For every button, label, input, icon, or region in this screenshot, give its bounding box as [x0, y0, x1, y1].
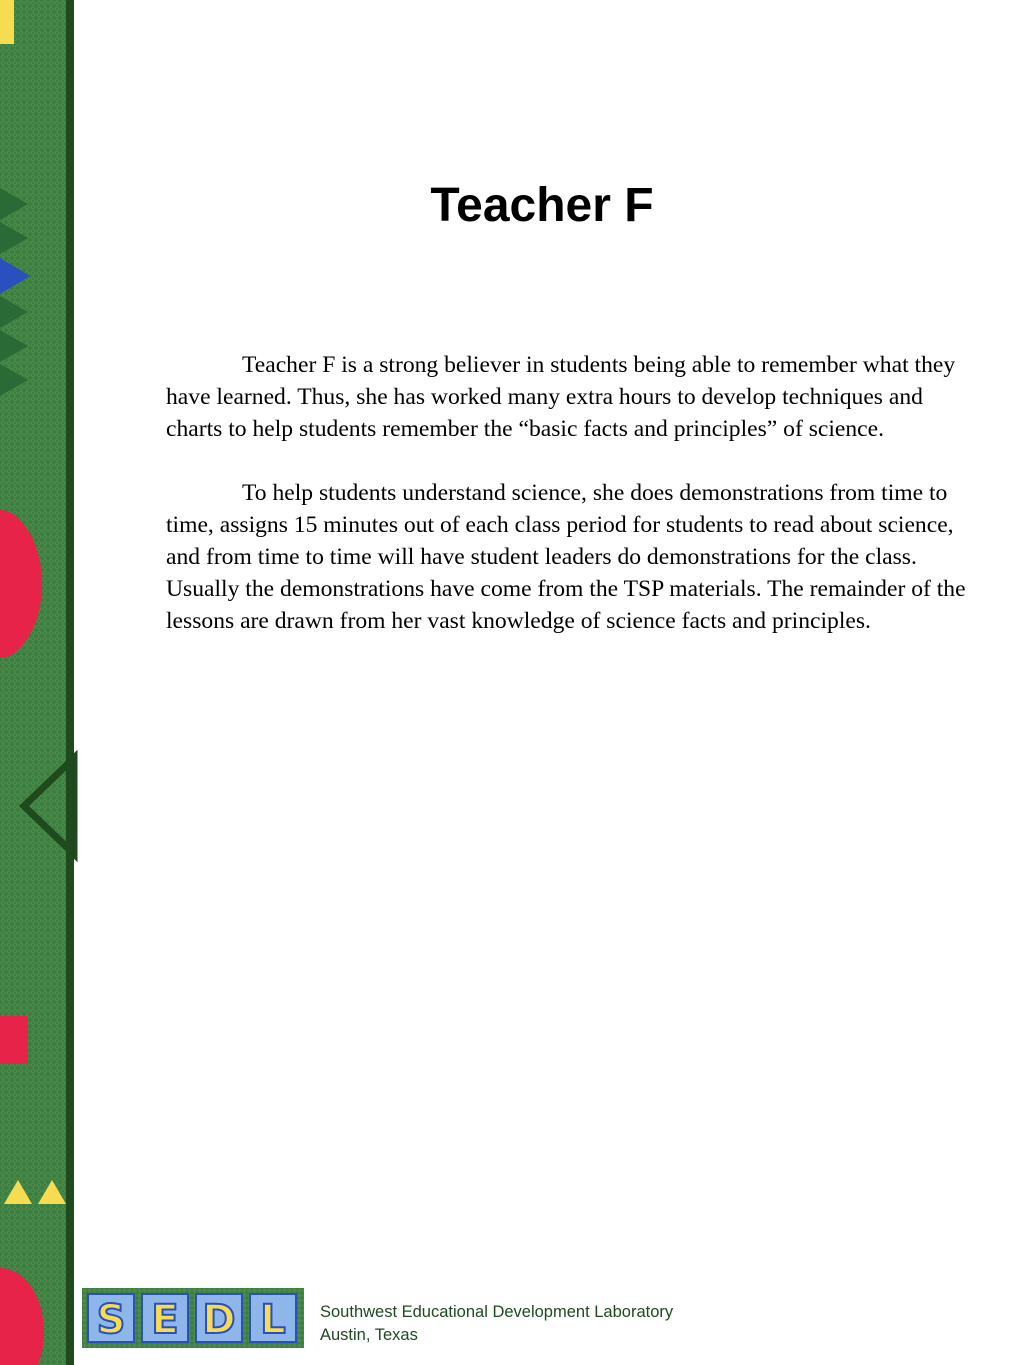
- slide-body: [166, 349, 978, 669]
- paragraph-1: Teacher F is a strong believer in students being able to remember what they have learned. Thus, she has worked many extra hours to develop techniques and charts to help students remember the “basic facts and principles” of science.: [166, 352, 956, 442]
- slide-title: Teacher F: [430, 179, 654, 232]
- logo-letter-d: D: [202, 1297, 236, 1343]
- paragraph-2: To help students understand science, she does demonstrations from time to time, assigns 15 minutes out of each class period for students to read about science, and from time to time will have student leaders do demonstrations for the class. Usually the demonstrations have come from the TSP materials. The remainder of the lessons are drawn from her vast knowledge of science facts and principles.: [166, 480, 966, 634]
- logo-letter-l: L: [260, 1297, 286, 1343]
- sedl-logo: [82, 1288, 304, 1348]
- footer-text: [320, 1301, 673, 1347]
- org-location: Austin, Texas: [320, 1326, 418, 1344]
- logo-letter-e: E: [151, 1297, 179, 1343]
- logo-letter-s: S: [96, 1297, 126, 1343]
- org-name: Southwest Educational Development Laboratory: [320, 1303, 674, 1321]
